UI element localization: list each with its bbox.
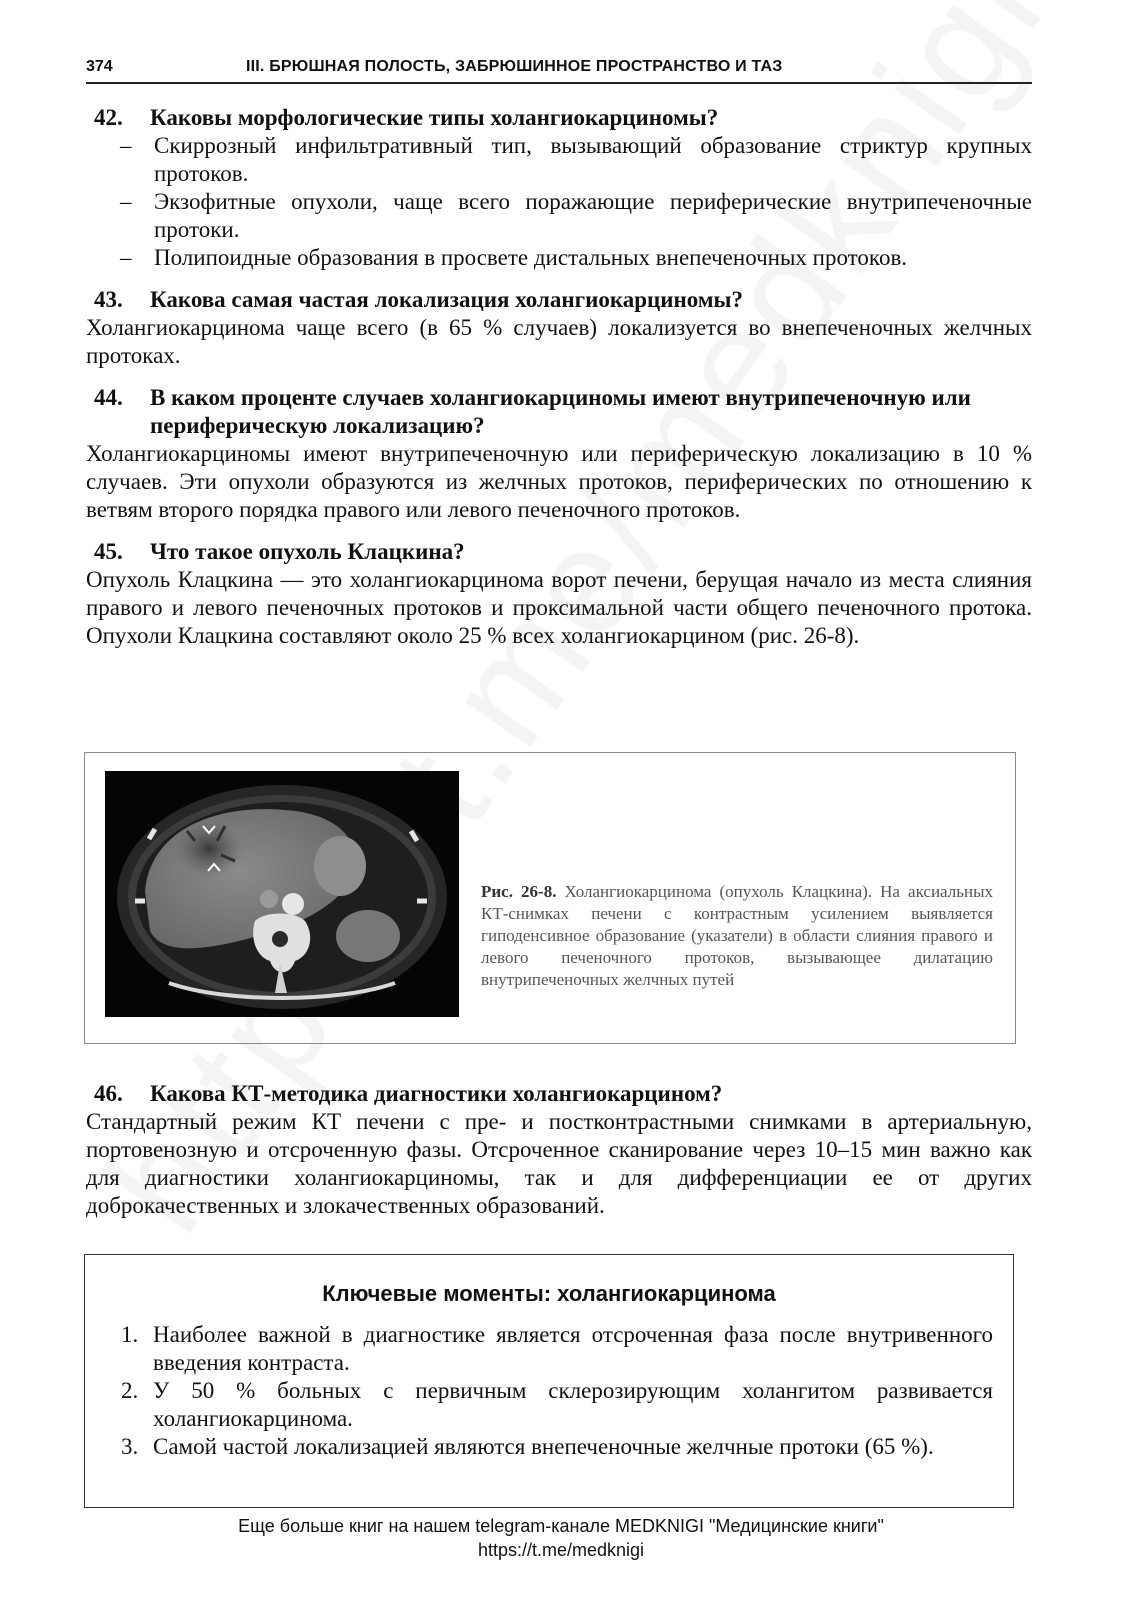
question-text: Что такое опухоль Клацкина? xyxy=(150,539,465,564)
question-43 xyxy=(86,286,1032,314)
question-text: Какова самая частая локализация холангиокарциномы? xyxy=(150,287,743,312)
list-item-number: 3. xyxy=(121,1434,139,1459)
page-footer xyxy=(0,1514,1122,1562)
key-points-list xyxy=(121,1321,993,1461)
list-item xyxy=(121,1433,993,1461)
question-46-block xyxy=(86,1080,1032,1220)
page-number: 374 xyxy=(86,58,113,75)
question-45 xyxy=(86,538,1032,566)
list-item-text: Самой частой локализацией являются внепеченочные желчные протоки (65 %). xyxy=(153,1434,934,1459)
question-number: 42. xyxy=(94,105,123,130)
question-text: Какова КТ-методика диагностики холангиокарцином? xyxy=(150,1081,723,1106)
question-number: 44. xyxy=(94,385,123,410)
question-number: 46. xyxy=(94,1081,123,1106)
figure-label: Рис. 26-8. xyxy=(481,882,557,901)
list-item: – Полипоидные образования в просвете дистальных внепеченочных протоков. xyxy=(120,244,1032,272)
page-header xyxy=(86,56,1032,84)
list-item-text: У 50 % больных с первичным склерозирующим холангитом развивается холангиокарцинома. xyxy=(153,1378,993,1431)
main-content xyxy=(86,104,1032,650)
list-item-text: Экзофитные опухоли, чаще всего поражающие периферические внутрипеченочные протоки. xyxy=(154,189,1032,242)
question-number: 43. xyxy=(94,287,123,312)
question-44 xyxy=(86,384,1032,440)
key-points-title: Ключевые моменты: холангиокарцинома xyxy=(322,1281,776,1306)
question-number: 45. xyxy=(94,539,123,564)
list-item-text: Скиррозный инфильтративный тип, вызывающий образование стриктур крупных протоков. xyxy=(154,133,1032,186)
figure-caption-text: Холангиокарцинома (опухоль Клацкина). На аксиальных КТ-снимках печени с контрастным усилением выявляется гиподенсивное образование (указатели) в области слияния правого и левого печеночного протоков, вызывающее дилатацию внутрипеченочных желчных путей xyxy=(481,882,994,989)
list-item: – Скиррозный инфильтративный тип, вызывающий образование стриктур крупных протоков. xyxy=(120,133,1032,186)
question-46 xyxy=(86,1080,1032,1108)
answer-43: Холангиокарцинома чаще всего (в 65 % случаев) локализуется во внепеченочных желчных протоках. xyxy=(86,315,1032,368)
ct-scan-illustration xyxy=(105,771,459,1017)
figure-caption xyxy=(481,881,993,991)
list-item-text: Полипоидные образования в просвете дистальных внепеченочных протоков. xyxy=(154,245,908,270)
ct-scan-image xyxy=(105,771,459,1017)
list-item xyxy=(121,1321,993,1377)
list-item-text: Наиболее важной в диагностике является отсроченная фаза после внутривенного введения контраста. xyxy=(153,1322,993,1375)
question-text: Каковы морфологические типы холангиокарциномы? xyxy=(150,105,719,130)
answer-44: Холангиокарциномы имеют внутрипеченочную или периферическую локализацию в 10 % случаев. Эти опухоли образуются из желчных протоков, периферических по отношению к ветвям второго порядка правого или левого печеночного протоков. xyxy=(86,441,1032,522)
footer-promo-text: Еще больше книг на нашем telegram-канале MEDKNIGI "Медицинские книги" xyxy=(238,1516,884,1536)
footer-link[interactable]: https://t.me/medknigi xyxy=(477,1540,645,1560)
list-item-number: 1. xyxy=(121,1322,139,1347)
answer-46: Стандартный режим КТ печени с пре- и постконтрастными снимками в артериальную, портовенозную и отсроченную фазы. Отсроченное сканирование через 10–15 мин важно как для диагностики холангиокарциномы, так и для дифференциации ее от других доброкачественных и злокачественных образований. xyxy=(86,1109,1032,1218)
key-points-box xyxy=(84,1254,1014,1508)
figure-26-8 xyxy=(84,752,1016,1044)
list-item xyxy=(121,1377,993,1433)
list-item: – Экзофитные опухоли, чаще всего поражающие периферические внутрипеченочные протоки. xyxy=(120,189,1032,242)
question-42 xyxy=(86,104,1032,132)
list-item-number: 2. xyxy=(121,1378,139,1403)
answer-45: Опухоль Клацкина — это холангиокарцинома ворот печени, берущая начало из места слияния правого и левого печеночных протоков и проксимальной части общего печеночного протока. Опухоли Клацкина составляют около 25 % всех холангиокарцином (рис. 26-8). xyxy=(86,567,1032,648)
question-text: В каком проценте случаев холангиокарциномы имеют внутрипеченочную или периферическую локализацию? xyxy=(150,385,971,438)
running-title: III. БРЮШНАЯ ПОЛОСТЬ, ЗАБРЮШИННОЕ ПРОСТРАНСТВО И ТАЗ xyxy=(246,58,783,75)
